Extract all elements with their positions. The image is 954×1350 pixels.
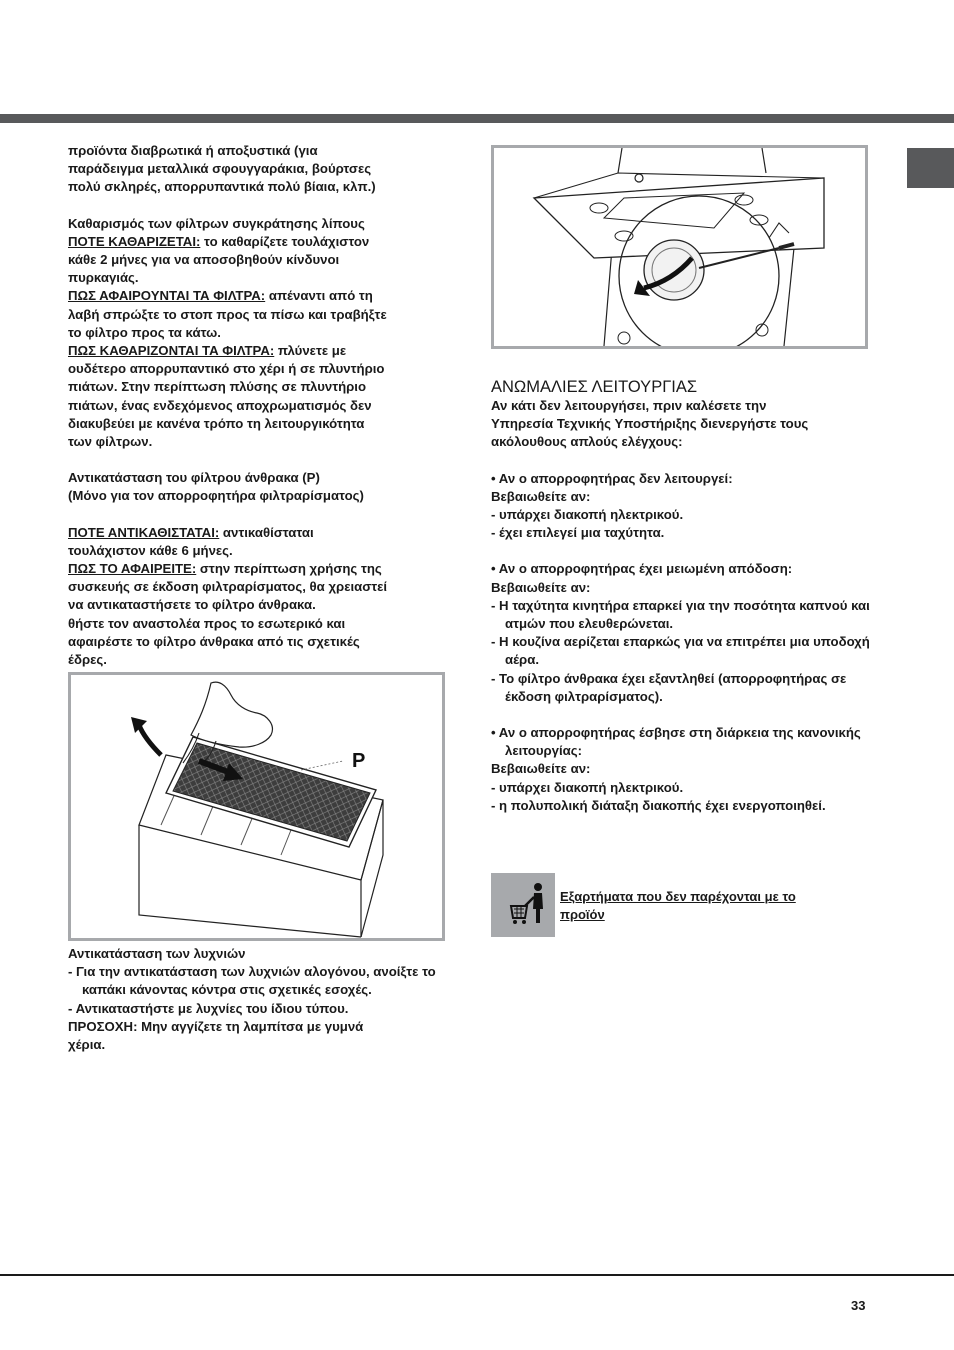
case-1-check: Βεβαιωθείτε αν: bbox=[491, 488, 591, 504]
remove-text-1: απέναντι από τη bbox=[265, 288, 373, 304]
case-3-title: • Αν ο απορροφητήρας έσβησε στη διάρκεια της κανονικής λειτουργίας: bbox=[491, 725, 861, 759]
wash-text-3: πιάτων. Στην περίπτωση πλύσης σε πλυντήριο bbox=[68, 379, 367, 395]
case-2-check: Βεβαιωθείτε αν: bbox=[491, 579, 591, 595]
wash-text-5: διακυβεύει με κανένα τρόπο τη λειτουργικότητα bbox=[68, 415, 365, 431]
remove-text-2: λαβή σπρώξτε το στοπ προς τα πίσω και τραβήξτε bbox=[68, 306, 387, 322]
case-1-title: • Αν ο απορροφητήρας δεν λειτουργεί: bbox=[491, 470, 733, 486]
header-rule bbox=[0, 114, 954, 123]
intro-line-3: πολύ σκληρές, απορρυπαντικά πολύ βίαια, κλπ.) bbox=[68, 179, 376, 195]
filter-p-label: P bbox=[352, 750, 366, 772]
lamps-item-2: - Αντικαταστήστε με λυχνίες του ίδιου τύπου. bbox=[68, 1000, 349, 1016]
case-3-item-1: - υπάρχει διακοπή ηλεκτρικού. bbox=[491, 779, 684, 795]
intro-line-2: παράδειγμα μεταλλικά σφουγγαράκια, βούρτσες bbox=[68, 161, 372, 177]
case-1-item-1: - υπάρχει διακοπή ηλεκτρικού. bbox=[491, 507, 684, 523]
when-clean-text-3: πυρκαγιάς. bbox=[68, 270, 139, 286]
hood-lamp-drawing bbox=[494, 148, 865, 346]
wash-text-4: πιάτων, ένας ενδεχόμενος αποχρωματισμός δεν bbox=[68, 397, 372, 413]
case-3-item-2: - η πολυπολική διάταξη διακοπής έχει ενεργοποιηθεί. bbox=[491, 797, 826, 813]
troubleshooting-section bbox=[491, 377, 876, 815]
case-2-item-1: - Η ταχύτητα κινητήρα επαρκεί για την ποσότητα καπνού και ατμών που ελευθερώνεται. bbox=[491, 597, 870, 632]
left-column-bottom bbox=[68, 945, 448, 1054]
carbon-filter-drawing bbox=[71, 675, 442, 938]
case-2-title: • Αν ο απορροφητήρας έχει μειωμένη απόδοση: bbox=[491, 561, 793, 577]
how-remove-text-5: αφαιρέστε το φίλτρο άνθρακα από τις σχετικές bbox=[68, 633, 360, 649]
when-clean-text-1: το καθαρίζετε τουλάχιστον bbox=[200, 233, 370, 249]
troubleshooting-intro-3: ακόλουθους απλούς ελέγχους: bbox=[491, 434, 683, 450]
troubleshooting-intro-1: Αν κάτι δεν λειτουργήσει, πριν καλέσετε την bbox=[491, 398, 767, 413]
accessories-link-line-1[interactable]: Εξαρτήματα που δεν παρέχονται με το bbox=[560, 889, 796, 904]
remove-filters-label: ΠΩΣ ΑΦΑΙΡΟΥΝΤΑΙ ΤΑ ΦΙΛΤΡΑ: bbox=[68, 288, 266, 304]
how-remove-label: ΠΩΣ ΤΟ ΑΦΑΙΡΕΙΤΕ: bbox=[68, 561, 197, 577]
left-column-top bbox=[68, 142, 448, 669]
how-remove-text-3: να αντικαταστήσετε το φίλτρο άνθρακα. bbox=[68, 597, 316, 613]
lamps-title: Αντικατάσταση των λυχνιών bbox=[68, 946, 246, 961]
grease-filter-title: Καθαρισμός των φίλτρων συγκράτησης λίπους bbox=[68, 215, 365, 231]
lamps-item-1: - Για την αντικατάσταση των λυχνιών αλογόνου, ανοίξτε το καπάκι κάνοντας κόντρα στις σχετικές εσοχές. bbox=[68, 964, 436, 998]
when-replace-text-2: τουλάχιστον κάθε 6 μήνες. bbox=[68, 542, 233, 558]
hood-lamp-illustration bbox=[491, 145, 868, 349]
wash-text-1: πλύνετε με bbox=[274, 343, 347, 359]
wash-text-2: ουδέτερο απορρυπαντικό στο χέρι ή σε πλυντήριο bbox=[68, 361, 385, 377]
intro-line-1: προϊόντα διαβρωτικά ή αποξυστικά (για bbox=[68, 143, 318, 158]
case-2-item-3: - Το φίλτρο άνθρακα έχει εξαντληθεί (απορροφητήρας σε έκδοση φιλτραρίσματος). bbox=[491, 670, 847, 704]
footer-rule bbox=[0, 1274, 954, 1276]
accessories-icon-box bbox=[491, 873, 555, 937]
page-number: 33 bbox=[851, 1298, 866, 1313]
when-replace-text-1: αντικαθίσταται bbox=[219, 524, 314, 540]
section-tab bbox=[907, 148, 954, 188]
how-remove-text-4: θήστε τον αναστολέα προς το εσωτερικό και bbox=[68, 615, 346, 631]
when-clean-text-2: κάθε 2 μήνες για να αποσοβηθούν κίνδυνοι bbox=[68, 252, 340, 268]
case-1-item-2: - έχει επιλεγεί μια ταχύτητα. bbox=[491, 525, 665, 541]
warning-line-2: χέρια. bbox=[68, 1037, 106, 1053]
how-remove-text-2: συσκευής σε έκδοση φιλτραρίσματος, θα χρειαστεί bbox=[68, 579, 388, 595]
carbon-filter-title: Αντικατάσταση του φίλτρου άνθρακα (P) bbox=[68, 470, 320, 486]
carbon-filter-subtitle: (Μόνο για τον απορροφητήρα φιλτραρίσματος) bbox=[68, 488, 364, 504]
case-2-item-2: - Η κουζίνα αερίζεται επαρκώς για να επιτρέπει μια υποδοχή αέρα. bbox=[491, 634, 870, 668]
troubleshooting-intro-2: Υπηρεσία Τεχνικής Υποστήριξης διενεργήστε τους bbox=[491, 416, 809, 432]
how-remove-text-6: έδρες. bbox=[68, 652, 107, 668]
case-3-check: Βεβαιωθείτε αν: bbox=[491, 761, 591, 777]
wash-filters-label: ΠΩΣ ΚΑΘΑΡΙΖΟΝΤΑΙ ΤΑ ΦΙΛΤΡΑ: bbox=[68, 343, 275, 359]
remove-text-3: το φίλτρο προς τα κάτω. bbox=[68, 324, 221, 340]
how-remove-text-1: στην περίπτωση χρήσης της bbox=[196, 561, 382, 577]
accessories-link-line-2[interactable]: προϊόν bbox=[560, 907, 605, 922]
accessories-link[interactable] bbox=[560, 888, 860, 924]
carbon-filter-illustration bbox=[68, 672, 445, 941]
when-replace-label: ΠΟΤΕ ΑΝΤΙΚΑΘΙΣΤΑΤΑΙ: bbox=[68, 524, 220, 540]
when-clean-label: ΠΟΤΕ ΚΑΘΑΡΙΖΕΤΑΙ: bbox=[68, 233, 201, 249]
warning-line-1: ΠΡΟΣΟΧΗ: Μην αγγίζετε τη λαμπίτσα με γυμνά bbox=[68, 1018, 364, 1034]
troubleshooting-heading: ΑΝΩΜΑΛΙΕΣ ΛΕΙΤΟΥΡΓΙΑΣ bbox=[491, 378, 698, 396]
wash-text-6: των φίλτρων. bbox=[68, 434, 153, 450]
shopping-cart-person-icon bbox=[491, 873, 555, 937]
